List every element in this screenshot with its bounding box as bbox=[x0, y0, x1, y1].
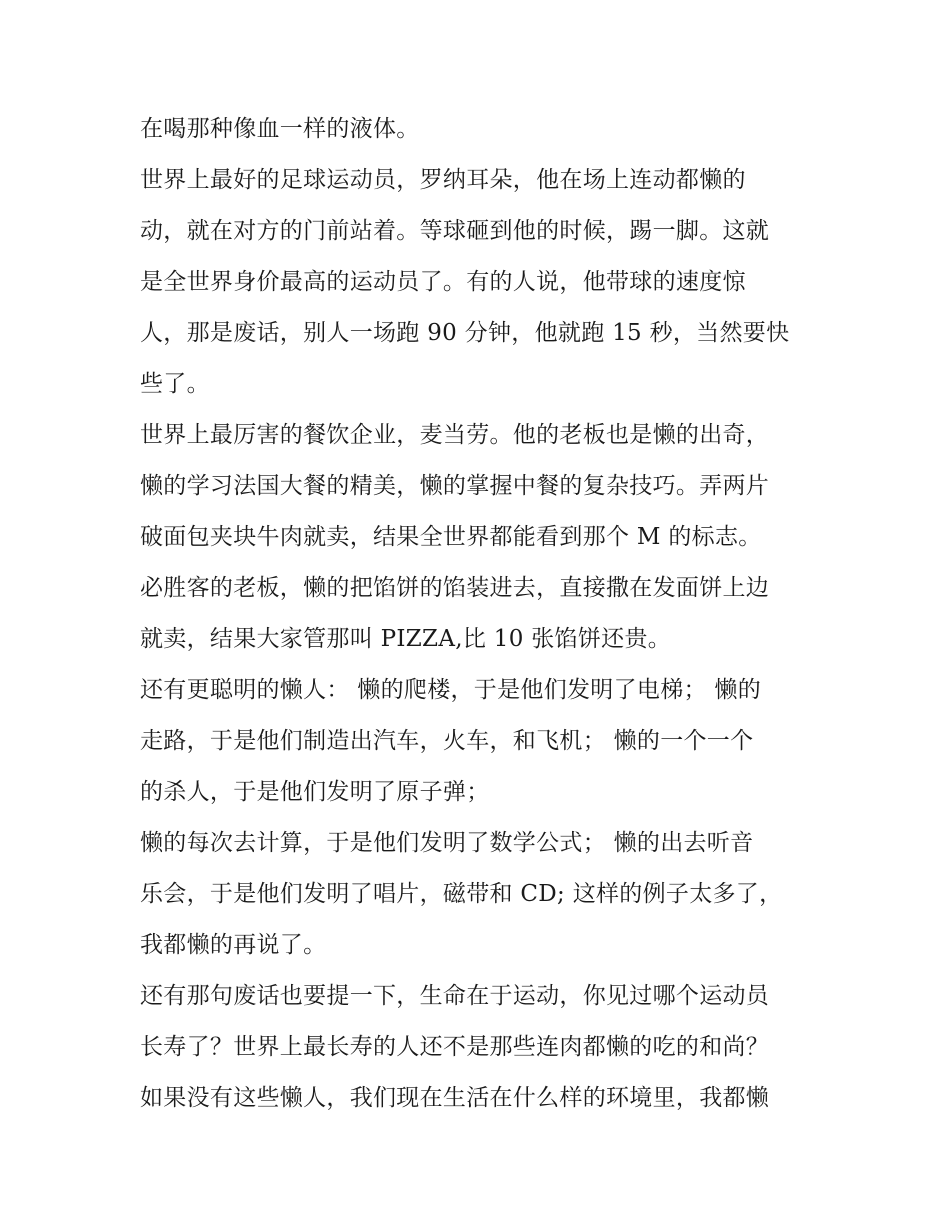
text-line: 我都懒的再说了。 bbox=[140, 932, 327, 958]
text-line: 懒的学习法国大餐的精美，懒的掌握中餐的复杂技巧。弄两片 bbox=[140, 473, 770, 499]
text-line: 人，那是废话，别人一场跑 90 分钟，他就跑 15 秒，当然要快 bbox=[140, 320, 790, 346]
text-line: 世界上最厉害的餐饮企业，麦当劳。他的老板也是懒的出奇， bbox=[140, 422, 770, 448]
paragraph-7 bbox=[140, 971, 815, 1124]
text-line: 些了。 bbox=[140, 371, 210, 397]
text-line: 就卖，结果大家管那叫 PIZZA,比 10 张馅饼还贵。 bbox=[140, 626, 672, 652]
text-line: 走路，于是他们制造出汽车，火车，和飞机； 懒的一个一个 bbox=[140, 728, 754, 754]
text-line: 必胜客的老板，懒的把馅饼的馅装进去，直接撒在发面饼上边 bbox=[140, 575, 770, 601]
text-line: 动，就在对方的门前站着。等球砸到他的时候，踢一脚。这就 bbox=[140, 218, 770, 244]
text-line: 在喝那种像血一样的液体。 bbox=[140, 116, 420, 142]
text-line: 还有那句废话也要提一下，生命在于运动，你见过哪个运动员 bbox=[140, 983, 770, 1009]
paragraph-6 bbox=[140, 818, 815, 971]
paragraph-5 bbox=[140, 665, 815, 818]
text-line: 的杀人，于是他们发明了原子弹； bbox=[140, 779, 490, 805]
paragraph-2 bbox=[140, 155, 815, 410]
paragraph-3 bbox=[140, 410, 815, 563]
paragraph-1 bbox=[140, 104, 815, 155]
text-line: 破面包夹块牛肉就卖，结果全世界都能看到那个 M 的标志。 bbox=[140, 524, 762, 550]
text-line: 是全世界身价最高的运动员了。有的人说，他带球的速度惊 bbox=[140, 269, 746, 295]
text-line: 长寿了？世界上最长寿的人还不是那些连肉都懒的吃的和尚？ bbox=[140, 1034, 770, 1060]
text-line: 世界上最好的足球运动员，罗纳耳朵，他在场上连动都懒的 bbox=[140, 167, 746, 193]
text-line: 懒的每次去计算，于是他们发明了数学公式； 懒的出去听音 bbox=[140, 830, 754, 856]
paragraph-4 bbox=[140, 563, 815, 665]
text-line: 如果没有这些懒人，我们现在生活在什么样的环境里，我都懒 bbox=[140, 1085, 770, 1111]
text-line: 还有更聪明的懒人： 懒的爬楼，于是他们发明了电梯； 懒的 bbox=[140, 677, 762, 703]
text-line: 乐会，于是他们发明了唱片，磁带和 CD; 这样的例子太多了， bbox=[140, 881, 783, 907]
document-body bbox=[140, 104, 815, 1124]
